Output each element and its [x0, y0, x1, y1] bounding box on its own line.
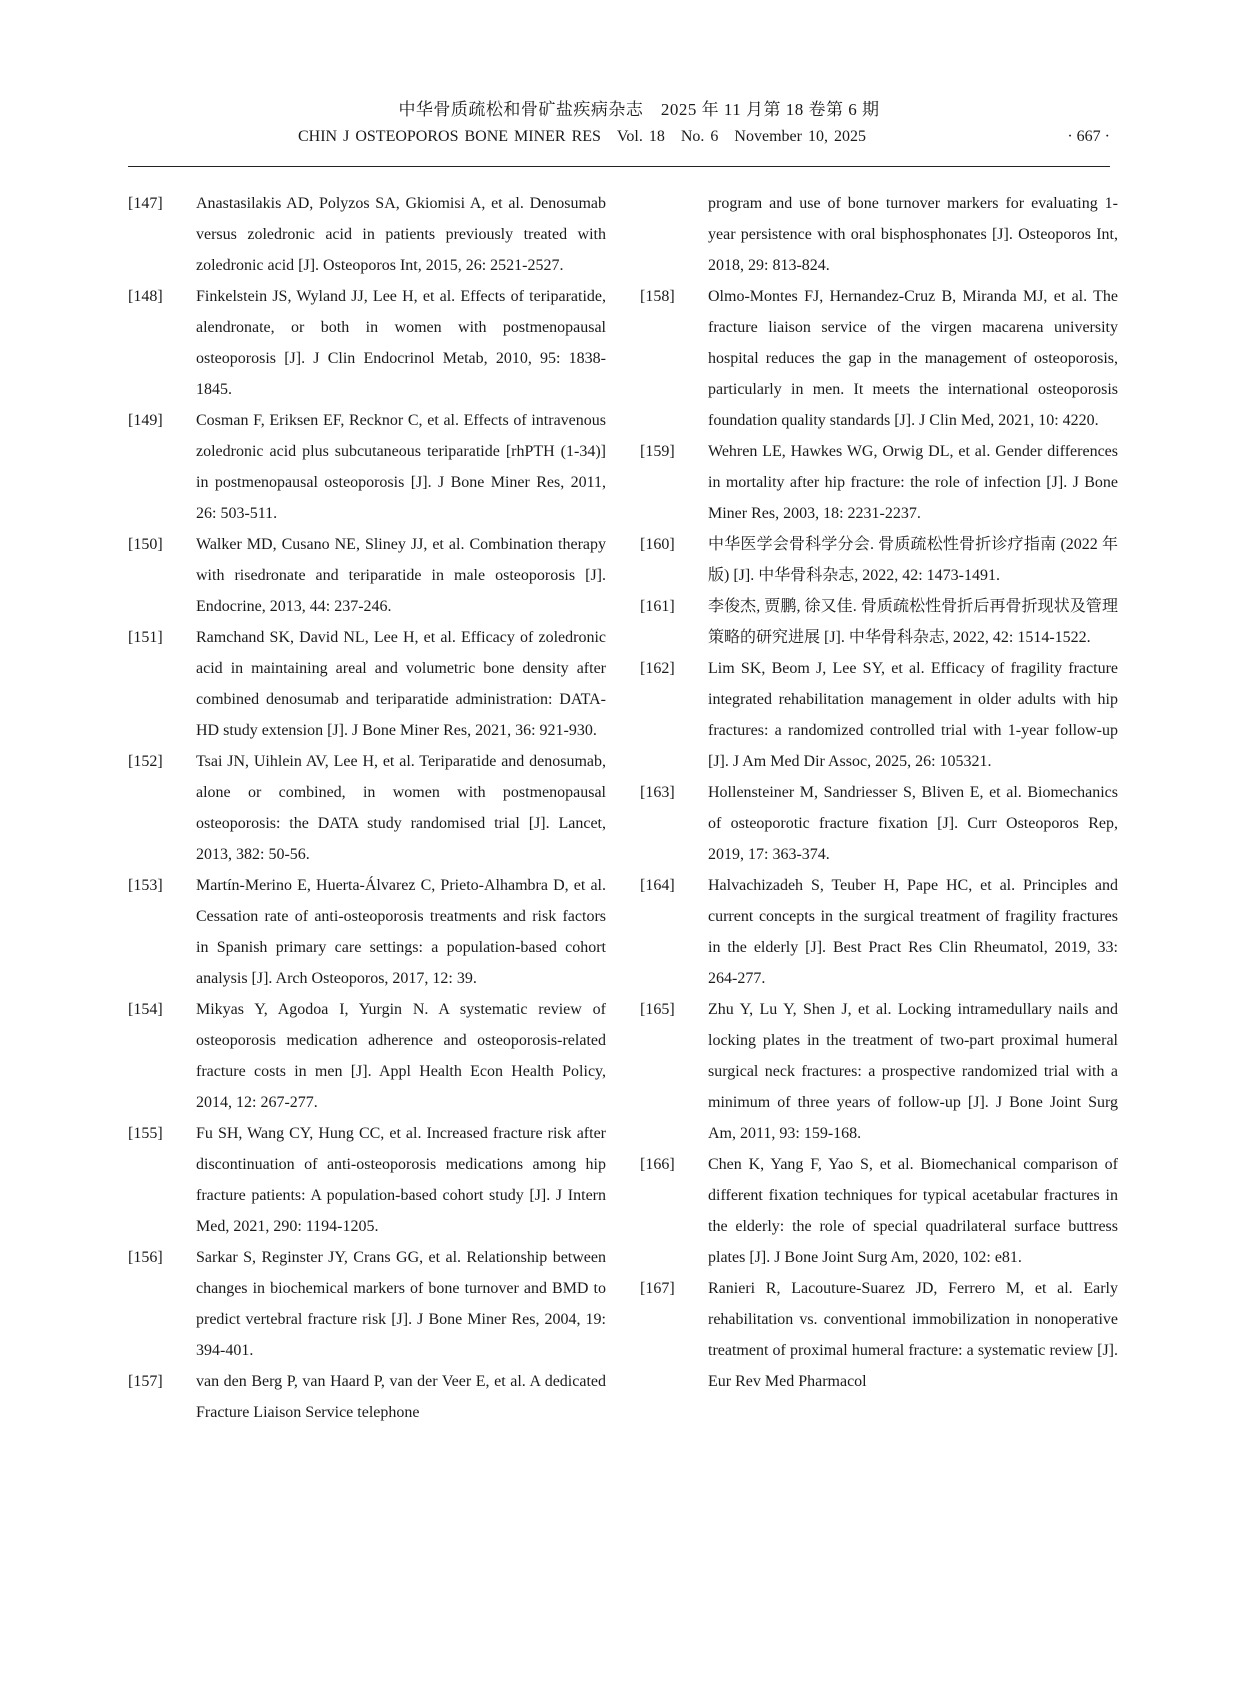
reference-text: Wehren LE, Hawkes WG, Orwig DL, et al. Gender differences in mortality after hip fracture: the role of infection [J]. J Bone Miner Res, 2003, 18: 2231-2237.: [708, 443, 1118, 522]
reference-number: [154]: [128, 1001, 163, 1018]
reference-item: [640, 1273, 1118, 1397]
reference-text: Zhu Y, Lu Y, Shen J, et al. Locking intramedullary nails and locking plates in the treatment of two-part proximal humeral surgical neck fractures: a prospective randomized trial with a minimum of three years of follow-up [J]. J Bone Joint Surg Am, 2011, 93: 159-168.: [708, 1001, 1118, 1142]
reference-text: Tsai JN, Uihlein AV, Lee H, et al. Teriparatide and denosumab, alone or combined, in women with postmenopausal osteoporosis: the DATA study randomised trial [J]. Lancet, 2013, 382: 50-56.: [196, 753, 606, 863]
reference-item: [128, 994, 606, 1118]
reference-item: [128, 870, 606, 994]
reference-text: Ranieri R, Lacouture-Suarez JD, Ferrero M, et al. Early rehabilitation vs. conventional immobilization in nonoperative treatment of proximal humeral fracture: a systematic review [J]. Eur Rev Med Pharmacol: [708, 1280, 1118, 1390]
reference-number: [159]: [640, 443, 675, 460]
reference-item: [128, 1366, 606, 1428]
reference-item: [128, 622, 606, 746]
reference-item: [640, 870, 1118, 994]
reference-item: [640, 994, 1118, 1149]
reference-number: [160]: [640, 536, 675, 553]
reference-number: [147]: [128, 195, 163, 212]
reference-text: Sarkar S, Reginster JY, Crans GG, et al. Relationship between changes in biochemical markers of bone turnover and BMD to predict vertebral fracture risk [J]. J Bone Miner Res, 2004, 19: 394-401.: [196, 1249, 606, 1359]
reference-text: Lim SK, Beom J, Lee SY, et al. Efficacy of fragility fracture integrated rehabilitation management in older adults with hip fractures: a randomized controlled trial with 1-year follow-up [J]. J Am Med Dir Assoc, 2025, 26: 105321.: [708, 660, 1118, 770]
reference-text: 中华医学会骨科学分会. 骨质疏松性骨折诊疗指南 (2022 年版) [J]. 中华骨科杂志, 2022, 42: 1473-1491.: [708, 536, 1118, 584]
reference-number: [166]: [640, 1156, 675, 1173]
reference-number: [150]: [128, 536, 163, 553]
reference-text: Martín-Merino E, Huerta-Álvarez C, Prieto-Alhambra D, et al. Cessation rate of anti-osteoporosis treatments and risk factors in Spanish primary care settings: a population-based cohort analysis [J]. Arch Osteoporos, 2017, 12: 39.: [196, 877, 606, 987]
reference-number: [158]: [640, 288, 675, 305]
reference-item: [128, 1242, 606, 1366]
page-header: [128, 98, 1110, 150]
reference-number: [161]: [640, 598, 675, 615]
reference-column-left: [128, 188, 606, 1428]
reference-number: [149]: [128, 412, 163, 429]
page-number: · 667 ·: [1067, 128, 1110, 145]
reference-number: [148]: [128, 288, 163, 305]
reference-text: Finkelstein JS, Wyland JJ, Lee H, et al. Effects of teriparatide, alendronate, or both in women with postmenopausal osteoporosis [J]. J Clin Endocrinol Metab, 2010, 95: 1838-1845.: [196, 288, 606, 398]
reference-number: [165]: [640, 1001, 675, 1018]
reference-text: Halvachizadeh S, Teuber H, Pape HC, et al. Principles and current concepts in the surgical treatment of fragility fractures in the elderly [J]. Best Pract Res Clin Rheumatol, 2019, 33: 264-277.: [708, 877, 1118, 987]
reference-item: [640, 777, 1118, 870]
reference-item: [128, 746, 606, 870]
reference-text: program and use of bone turnover markers for evaluating 1-year persistence with oral bisphosphonates [J]. Osteoporos Int, 2018, 29: 813-824.: [708, 195, 1118, 274]
reference-number: [155]: [128, 1125, 163, 1142]
reference-number: [167]: [640, 1280, 675, 1297]
reference-item: [640, 436, 1118, 529]
reference-column-right: [640, 188, 1118, 1397]
journal-info-en-row: [128, 124, 1110, 150]
reference-number: [162]: [640, 660, 675, 677]
reference-text: van den Berg P, van Haard P, van der Veer E, et al. A dedicated Fracture Liaison Service telephone: [196, 1373, 606, 1421]
reference-item-continued: [640, 188, 1118, 281]
reference-number: [156]: [128, 1249, 163, 1266]
reference-item: [128, 1118, 606, 1242]
reference-item: [128, 281, 606, 405]
reference-text: Cosman F, Eriksen EF, Recknor C, et al. Effects of intravenous zoledronic acid plus subcutaneous teriparatide [rhPTH (1-34)] in postmenopausal osteoporosis [J]. J Bone Miner Res, 2011, 26: 503-511.: [196, 412, 606, 522]
reference-text: Walker MD, Cusano NE, Sliney JJ, et al. Combination therapy with risedronate and teriparatide in male osteoporosis [J]. Endocrine, 2013, 44: 237-246.: [196, 536, 606, 615]
reference-text: Ramchand SK, David NL, Lee H, et al. Efficacy of zoledronic acid in maintaining areal and volumetric bone density after combined denosumab and teriparatide administration: DATA-HD study extension [J]. J Bone Miner Res, 2021, 36: 921-930.: [196, 629, 606, 739]
reference-number: [151]: [128, 629, 163, 646]
header-rule: [128, 166, 1110, 167]
reference-item: [128, 405, 606, 529]
reference-item: [640, 529, 1118, 591]
journal-title-cn: 中华骨质疏松和骨矿盐疾病杂志 2025 年 11 月第 18 卷第 6 期: [398, 100, 880, 119]
reference-number: [164]: [640, 877, 675, 894]
reference-text: Mikyas Y, Agodoa I, Yurgin N. A systematic review of osteoporosis medication adherence and osteoporosis-related fracture costs in men [J]. Appl Health Econ Health Policy, 2014, 12: 267-277.: [196, 1001, 606, 1111]
reference-number: [153]: [128, 877, 163, 894]
reference-number: [152]: [128, 753, 163, 770]
reference-number: [163]: [640, 784, 675, 801]
reference-item: [640, 281, 1118, 436]
reference-number: [157]: [128, 1373, 163, 1390]
reference-item: [640, 1149, 1118, 1273]
journal-title-en: CHIN J OSTEOPOROS BONE MINER RES Vol. 18 No. 6 November 10, 2025: [298, 128, 866, 145]
reference-text: Hollensteiner M, Sandriesser S, Bliven E, et al. Biomechanics of osteoporotic fracture fixation [J]. Curr Osteoporos Rep, 2019, 17: 363-374.: [708, 784, 1118, 863]
reference-text: Fu SH, Wang CY, Hung CC, et al. Increased fracture risk after discontinuation of anti-osteoporosis medications among hip fracture patients: A population-based cohort study [J]. J Intern Med, 2021, 290: 1194-1205.: [196, 1125, 606, 1235]
reference-text: Chen K, Yang F, Yao S, et al. Biomechanical comparison of different fixation techniques for typical acetabular fractures in the elderly: the role of special quadrilateral surface buttress plates [J]. J Bone Joint Surg Am, 2020, 102: e81.: [708, 1156, 1118, 1266]
reference-text: Olmo-Montes FJ, Hernandez-Cruz B, Miranda MJ, et al. The fracture liaison service of the virgen macarena university hospital reduces the gap in the management of osteoporosis, particularly in men. It meets the international osteoporosis foundation quality standards [J]. J Clin Med, 2021, 10: 4220.: [708, 288, 1118, 429]
reference-item: [128, 188, 606, 281]
reference-item: [640, 591, 1118, 653]
reference-item: [640, 653, 1118, 777]
reference-text: Anastasilakis AD, Polyzos SA, Gkiomisi A, et al. Denosumab versus zoledronic acid in patients previously treated with zoledronic acid [J]. Osteoporos Int, 2015, 26: 2521-2527.: [196, 195, 606, 274]
reference-item: [128, 529, 606, 622]
reference-text: 李俊杰, 贾鹏, 徐又佳. 骨质疏松性骨折后再骨折现状及管理策略的研究进展 [J]. 中华骨科杂志, 2022, 42: 1514-1522.: [708, 598, 1118, 646]
